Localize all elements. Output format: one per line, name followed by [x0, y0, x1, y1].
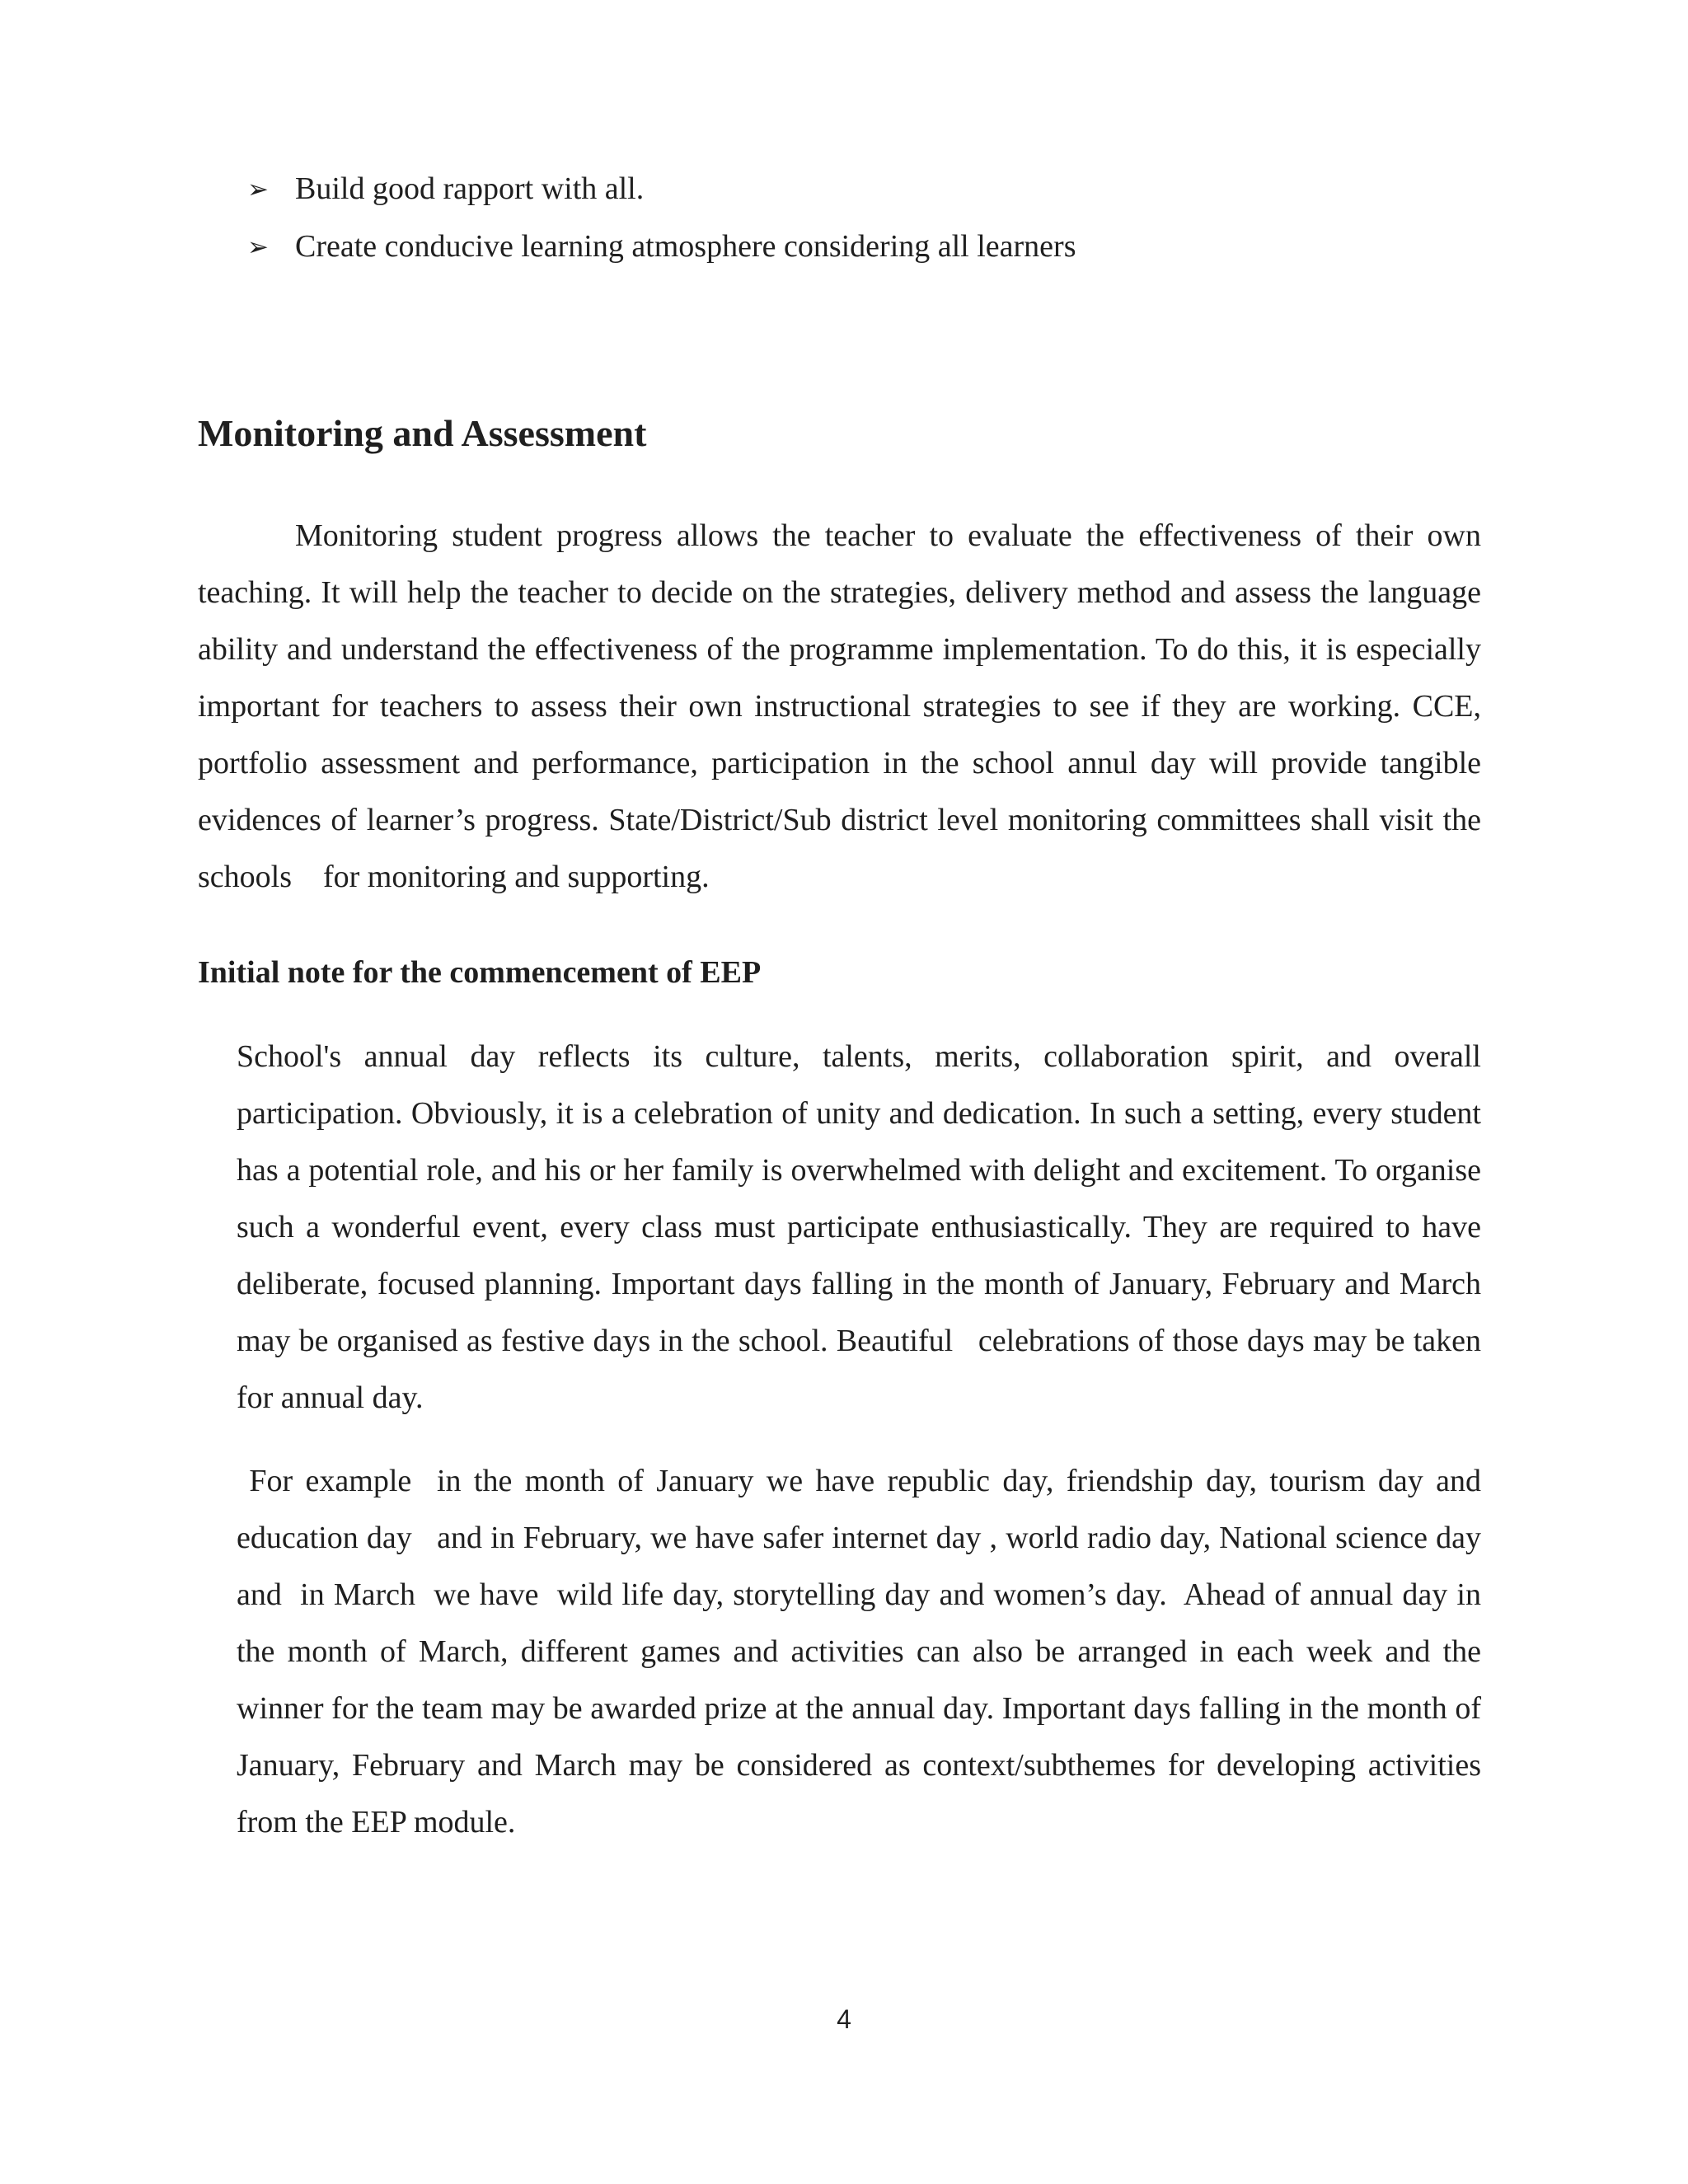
page-number: 4: [837, 2004, 851, 2034]
paragraph-monitoring: Monitoring student progress allows the teacher to evaluate the effectiveness of their own teaching. It will help the teacher to decide on the strategies, delivery method and assess the language ability and understand the effectiveness of the programme implementation. To do this, it is especially important for teachers to assess their own instructional strategies to see if they are working. CCE, portfolio assessment and performance, participation in the school annul day will provide tangible evidences of learner’s progress. State/District/Sub district level monitoring committees shall visit the schools for monitoring and supporting.: [198, 518, 1489, 894]
arrowhead-bullet-icon: ➢: [247, 175, 269, 204]
bullet-item: [247, 173, 1484, 204]
bullet-item: [247, 231, 1484, 262]
paragraph-annual-day: School's annual day reflects its culture, talents, merits, collaboration spirit, and overall participation. Obviously, it is a celebration of unity and dedication. In such a setting, every student has a potential role, and his or her family is overwhelmed with delight and excitement. To organise such a wonderful event, every class must participate enthusiastically. They are required to have deliberate, focused planning. Important days falling in the month of January, February and March may be organised as festive days in the school. Beautiful celebrations of those days may be taken for annual day.: [237, 1039, 1489, 1415]
subheading-initial-note: Initial note for the commencement of EEP: [198, 955, 762, 990]
bullet-text: Create conducive learning atmosphere considering all learners: [295, 229, 1076, 264]
bullet-list: [247, 173, 1484, 288]
paragraph-examples: For example in the month of January we have republic day, friendship day, tourism day and education day and in February, we have safer internet day , world radio day, National science day and in March we have wild life day, storytelling day and women’s day. Ahead of annual day in the month of March, different games and activities can also be arranged in each week and the winner for the team may be awarded prize at the annual day. Important days falling in the month of January, February and March may be considered as context/subthemes for developing activities from the EEP module.: [237, 1464, 1489, 1840]
arrowhead-bullet-icon: ➢: [247, 232, 269, 262]
section-heading-monitoring: Monitoring and Assessment: [198, 412, 647, 454]
bullet-text: Build good rapport with all.: [295, 171, 645, 206]
